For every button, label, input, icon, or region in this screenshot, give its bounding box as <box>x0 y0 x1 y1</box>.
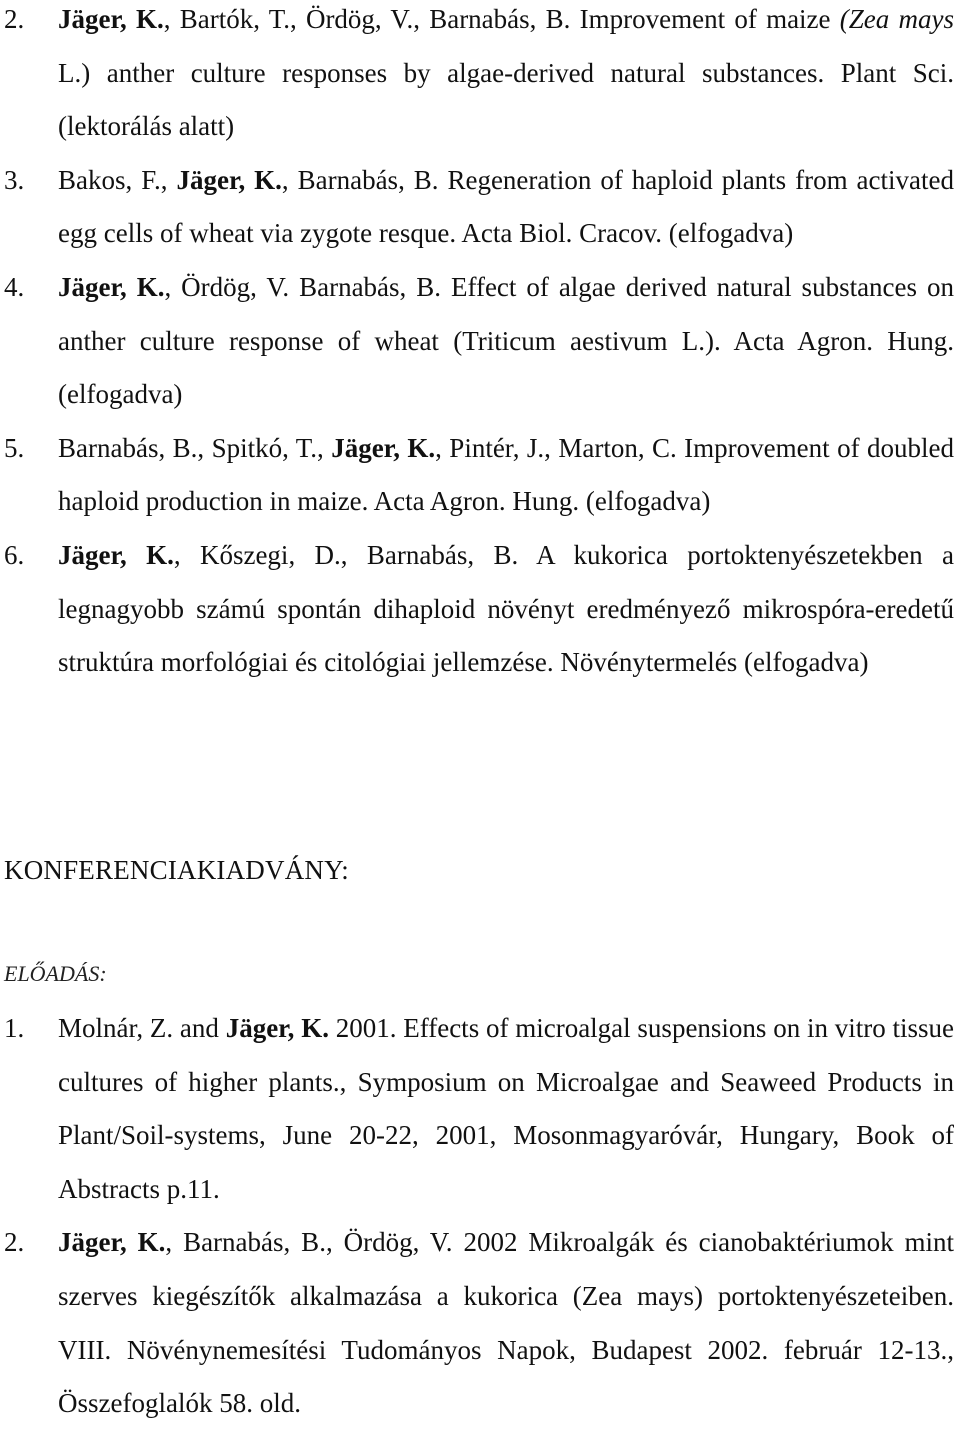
reference-text: , Kőszegi, D., Barnabás, B. A kukorica portoktenyészetekben a legnagyobb számú spontán dihaploid növényt eredményező mikrospóra-eredetű struktúra morfológiai és citológiai jellemzése. Növénytermelés (elfogadva) <box>58 539 955 678</box>
reference-authors: Molnár, Z. and <box>58 1013 226 1043</box>
reference-text: , Pintér, J., Marton, C. Improvement of doubled haploid production in maize. Acta Agron. Hung. (elfogadva) <box>58 432 954 517</box>
reference-number: 1. <box>4 1013 25 1043</box>
reference-number: 3. <box>4 164 25 195</box>
highlighted-author: Jäger, K. <box>176 164 282 195</box>
reference-item <box>0 261 960 422</box>
highlighted-author: Jäger, K. <box>58 1227 166 1258</box>
reference-text: 2001. Effects of microalgal suspensions on in vitro tissue cultures of higher plants., Symposium on Microalgae and Seaweed Products in Plant/Soil-systems, June 20-22, 2001, Mosonmagyaróvár, Hungary, Book of Abstracts p.11. <box>58 1013 954 1204</box>
reference-item <box>0 1002 960 1216</box>
highlighted-author: Jäger, K. <box>331 432 436 463</box>
reference-number: 4. <box>4 271 25 302</box>
reference-item <box>0 1216 960 1430</box>
reference-text: , Barnabás, B. Regeneration of haploid plants from activated egg cells of wheat via zygote resque. Acta Biol. Cracov. (elfogadva) <box>58 164 954 249</box>
highlighted-author: Jäger, K. <box>58 539 174 570</box>
reference-number: 2. <box>4 4 25 34</box>
species-name: (Zea mays <box>839 4 955 34</box>
reference-text: , Bartók, T., Ördög, V., Barnabás, B. Improvement of maize <box>163 4 840 34</box>
subsection-heading: ELŐADÁS: <box>4 961 107 986</box>
presentation-list <box>0 1002 960 1431</box>
reference-text: , Barnabás, B., Ördög, V. 2002 Mikroalgák és cianobaktériumok mint szerves kiegészítők alkalmazása a kukorica (Zea mays) portoktenyészeteiben. VIII. Növénynemesítési Tudományos Napok, Budapest 2002. február 12-13., Összefoglalók 58. old. <box>58 1227 954 1419</box>
reference-text: L.) anther culture responses by algae-derived natural substances. Plant Sci. (lektorálás alatt) <box>58 57 954 142</box>
highlighted-author: Jäger, K. <box>58 4 164 34</box>
reference-authors: Bakos, F., <box>58 164 177 195</box>
reference-text: , Ördög, V. Barnabás, B. Effect of algae derived natural substances on anther culture response of wheat (Triticum aestivum L.). Acta Agron. Hung. (elfogadva) <box>58 271 954 410</box>
highlighted-author: Jäger, K. <box>225 1013 329 1043</box>
reference-item <box>0 529 960 690</box>
section-heading: KONFERENCIAKIADVÁNY: <box>4 855 350 885</box>
reference-authors: Barnabás, B., Spitkó, T., <box>58 432 332 463</box>
highlighted-author: Jäger, K. <box>58 271 165 302</box>
reference-number: 5. <box>4 432 25 463</box>
publication-list <box>0 0 960 690</box>
reference-item <box>0 0 960 154</box>
reference-number: 2. <box>4 1227 25 1258</box>
reference-number: 6. <box>4 539 25 570</box>
reference-item <box>0 154 960 261</box>
reference-item <box>0 422 960 529</box>
